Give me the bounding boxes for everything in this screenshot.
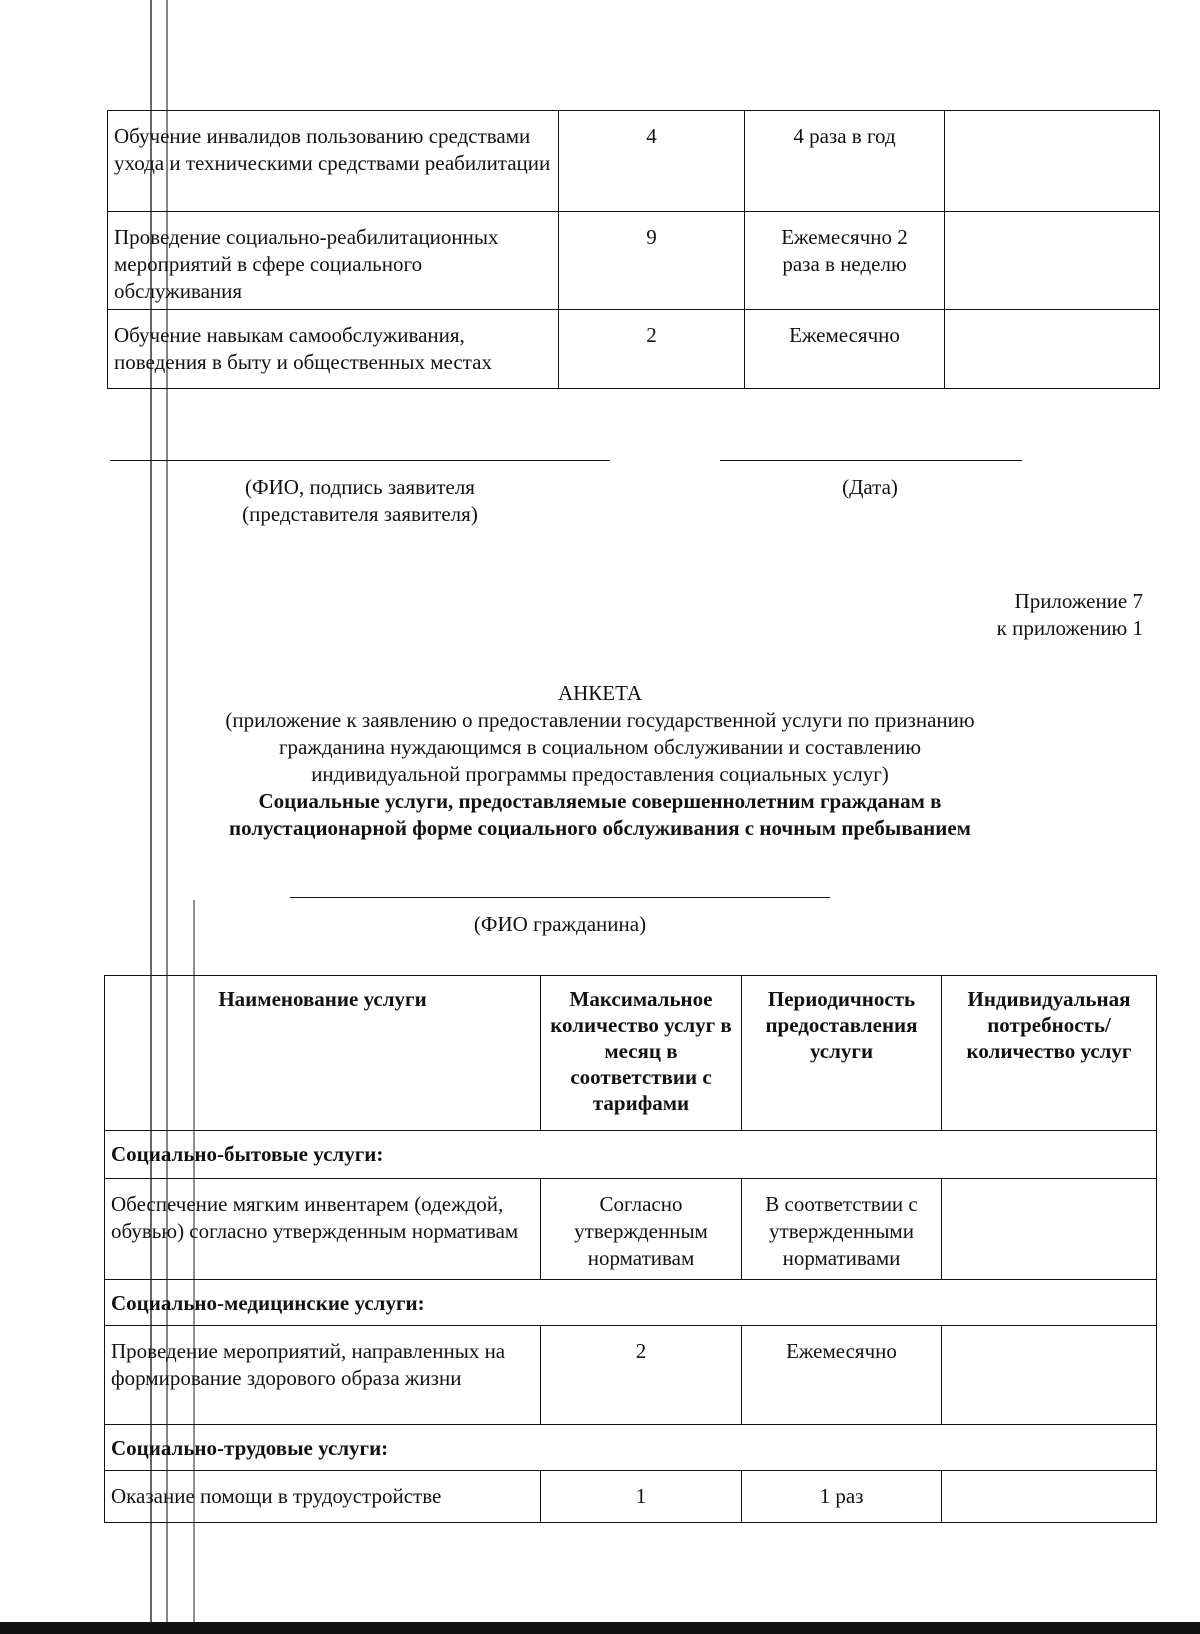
individual-need-cell[interactable] bbox=[945, 310, 1160, 389]
applicant-signature-label: (ФИО, подпись заявителя (представителя заявителя) bbox=[242, 475, 478, 526]
applicant-signature-line[interactable] bbox=[110, 460, 610, 461]
date-label: (Дата) bbox=[842, 475, 898, 499]
form-subtitle: индивидуальной программы предоставления социальных услуг) bbox=[311, 762, 889, 786]
header-service-name: Наименование услуги bbox=[105, 976, 541, 1131]
table-row bbox=[105, 1179, 1157, 1280]
service-name-cell: Обучение навыкам самообслуживания, поведения в быту и общественных местах bbox=[108, 310, 559, 389]
form-subtitle: (приложение к заявлению о предоставлении государственной услуги по признанию bbox=[225, 708, 975, 732]
individual-need-cell[interactable] bbox=[945, 212, 1160, 310]
max-count-cell: 2 bbox=[541, 1326, 742, 1425]
table-row bbox=[108, 310, 1160, 389]
section-row bbox=[105, 1280, 1157, 1326]
individual-need-cell[interactable] bbox=[942, 1179, 1157, 1280]
periodicity-cell: 1 раз bbox=[742, 1471, 942, 1523]
periodicity-cell: Ежемесячно bbox=[745, 310, 945, 389]
form-heading: полустационарной форме социального обслуживания с ночным пребыванием bbox=[229, 816, 971, 840]
service-name-cell: Обучение инвалидов пользованию средствами ухода и техническими средствами реабилитации bbox=[108, 111, 559, 212]
service-name-cell: Обеспечение мягким инвентарем (одеждой, обувью) согласно утвержденным нормативам bbox=[105, 1179, 541, 1280]
services-table-continuation bbox=[107, 110, 1160, 389]
periodicity-cell: Ежемесячно bbox=[742, 1326, 942, 1425]
header-max-count: Максимальное количество услуг в месяц в соответствии с тарифами bbox=[541, 976, 742, 1131]
scan-bottom-edge bbox=[0, 1622, 1200, 1634]
max-count-cell: 4 bbox=[559, 111, 745, 212]
individual-need-cell[interactable] bbox=[945, 111, 1160, 212]
table-row bbox=[108, 111, 1160, 212]
citizen-name-line[interactable] bbox=[290, 897, 830, 898]
header-individual-need: Индивидуальная потребность/ количество услуг bbox=[942, 976, 1157, 1131]
table-header-row bbox=[105, 976, 1157, 1131]
appendix-reference: Приложение 7 к приложению 1 bbox=[996, 589, 1143, 640]
section-title: Социально-трудовые услуги: bbox=[105, 1425, 1157, 1471]
table-row bbox=[105, 1471, 1157, 1523]
header-periodicity: Периодичность предоставления услуги bbox=[742, 976, 942, 1131]
service-name-cell: Проведение социально-реабилитационных мероприятий в сфере социального обслуживания bbox=[108, 212, 559, 310]
max-count-cell: 9 bbox=[559, 212, 745, 310]
periodicity-cell: Ежемесячно 2 раза в неделю bbox=[745, 212, 945, 310]
max-count-cell: Согласно утвержденным нормативам bbox=[541, 1179, 742, 1280]
form-subtitle: гражданина нуждающимся в социальном обслуживании и составлению bbox=[278, 735, 922, 759]
individual-need-cell[interactable] bbox=[942, 1471, 1157, 1523]
service-name-cell: Проведение мероприятий, направленных на формирование здорового образа жизни bbox=[105, 1326, 541, 1425]
date-line[interactable] bbox=[720, 460, 1022, 461]
section-row bbox=[105, 1131, 1157, 1179]
service-name-cell: Оказание помощи в трудоустройстве bbox=[105, 1471, 541, 1523]
citizen-name-label: (ФИО гражданина) bbox=[473, 912, 647, 936]
form-title-block bbox=[60, 680, 1140, 842]
periodicity-cell: 4 раза в год bbox=[745, 111, 945, 212]
section-title: Социально-бытовые услуги: bbox=[105, 1131, 1157, 1179]
periodicity-cell: В соответствии с утвержденными нормативами bbox=[742, 1179, 942, 1280]
services-table bbox=[104, 975, 1157, 1523]
table-row bbox=[108, 212, 1160, 310]
form-title: АНКЕТА bbox=[557, 681, 643, 705]
form-heading: Социальные услуги, предоставляемые совершеннолетним гражданам в bbox=[258, 789, 942, 813]
max-count-cell: 2 bbox=[559, 310, 745, 389]
section-title: Социально-медицинские услуги: bbox=[105, 1280, 1157, 1326]
max-count-cell: 1 bbox=[541, 1471, 742, 1523]
individual-need-cell[interactable] bbox=[942, 1326, 1157, 1425]
table-row bbox=[105, 1326, 1157, 1425]
section-row bbox=[105, 1425, 1157, 1471]
